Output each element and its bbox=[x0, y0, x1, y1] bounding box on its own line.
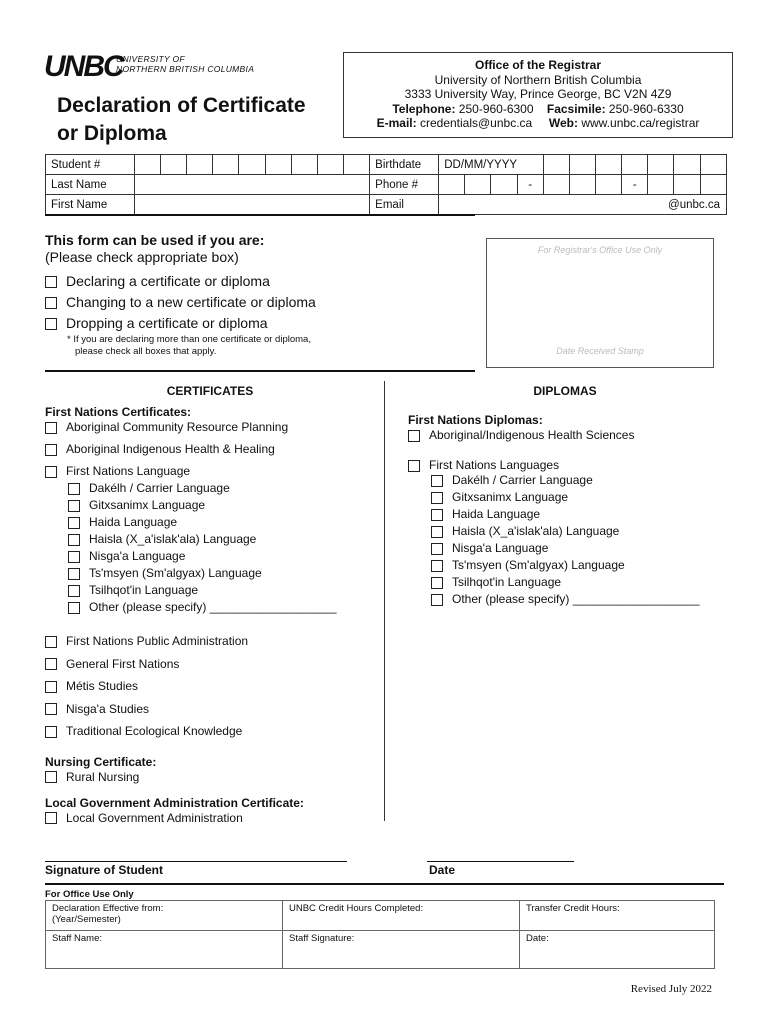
diplomas-list bbox=[408, 413, 700, 608]
dipl-language-option[interactable] bbox=[431, 489, 700, 506]
student-no-label: Student # bbox=[46, 155, 135, 175]
checkbox[interactable] bbox=[431, 509, 443, 521]
usage-note-1: * If you are declaring more than one certificate or diploma, bbox=[67, 334, 311, 345]
usage-section bbox=[45, 232, 316, 358]
option-declaring[interactable] bbox=[45, 271, 316, 292]
certificates-list bbox=[45, 405, 337, 827]
signature-label: Signature of Student bbox=[45, 863, 163, 877]
item-label: Haida Language bbox=[89, 515, 178, 529]
checkbox[interactable] bbox=[45, 466, 57, 478]
cert-lga[interactable] bbox=[45, 810, 337, 827]
item-label: Aboriginal/Indigenous Health Sciences bbox=[429, 428, 635, 442]
cert-language-option[interactable] bbox=[68, 548, 337, 565]
checkbox[interactable] bbox=[431, 594, 443, 606]
cert-language-option[interactable] bbox=[68, 582, 337, 599]
item-label: General First Nations bbox=[66, 656, 180, 671]
first-name-label: First Name bbox=[46, 195, 135, 215]
divider bbox=[45, 883, 724, 885]
dipl-language-other[interactable] bbox=[431, 591, 700, 608]
cert-language-option[interactable] bbox=[68, 514, 337, 531]
item-label: Ts'msyen (Sm'algyax) Language bbox=[89, 566, 262, 580]
phone-cell[interactable] bbox=[674, 175, 700, 195]
item-label: Dakélh / Carrier Language bbox=[89, 481, 230, 495]
student-no-cell[interactable] bbox=[161, 155, 187, 175]
cert-fnpa[interactable] bbox=[45, 630, 337, 653]
logo-line2: NORTHERN BRITISH COLUMBIA bbox=[116, 64, 255, 74]
office-date-cell[interactable] bbox=[520, 931, 715, 969]
registrar-stamp-box bbox=[486, 238, 714, 368]
usage-note-2: please check all boxes that apply. bbox=[75, 346, 217, 357]
last-name-label: Last Name bbox=[46, 175, 135, 195]
option-label: Dropping a certificate or diploma bbox=[66, 315, 268, 331]
item-label: First Nations Public Administration bbox=[66, 634, 249, 648]
phone-cell[interactable] bbox=[569, 175, 595, 195]
cert-gfn[interactable] bbox=[45, 653, 337, 676]
dipl-aihs[interactable] bbox=[408, 427, 700, 444]
tel-label: Telephone: bbox=[392, 101, 456, 116]
revision-note: Revised July 2022 bbox=[630, 983, 712, 995]
checkbox[interactable] bbox=[45, 422, 57, 434]
option-label: Changing to a new certificate or diploma bbox=[66, 294, 316, 310]
usage-subheading: (Please check appropriate box) bbox=[45, 249, 239, 265]
item-label: Tsilhqot'in Language bbox=[89, 583, 199, 597]
checkbox[interactable] bbox=[408, 460, 420, 472]
checkbox[interactable] bbox=[45, 444, 57, 456]
phone-cell[interactable] bbox=[700, 175, 726, 195]
web-label: Web: bbox=[548, 116, 578, 130]
option-label: Declaring a certificate or diploma bbox=[66, 273, 270, 289]
checkbox[interactable] bbox=[45, 658, 57, 670]
phone-separator: - bbox=[622, 175, 648, 195]
office-date-label: Date: bbox=[526, 933, 549, 944]
phone-cell[interactable] bbox=[465, 175, 491, 195]
stamp-top-text: For Registrar's Office Use Only bbox=[537, 245, 663, 255]
student-no-cell[interactable] bbox=[213, 155, 239, 175]
cert-language-option[interactable] bbox=[68, 480, 337, 497]
logo-line1: UNIVERSITY OF bbox=[116, 54, 185, 64]
birthdate-cell[interactable] bbox=[543, 155, 569, 175]
checkbox[interactable] bbox=[68, 551, 80, 563]
birthdate-cell[interactable] bbox=[648, 155, 674, 175]
student-info-grid bbox=[45, 154, 727, 215]
checkbox[interactable] bbox=[68, 602, 80, 614]
staff-name-cell[interactable] bbox=[46, 931, 283, 969]
logo-mark: UNBC bbox=[44, 50, 123, 83]
item-label: Haida Language bbox=[452, 507, 541, 521]
dipl-language-option[interactable] bbox=[431, 506, 700, 523]
staff-name-label: Staff Name: bbox=[52, 933, 102, 944]
item-label: Haisla (X_a'islak'ala) Language bbox=[89, 532, 257, 546]
unbc-logo bbox=[44, 50, 255, 83]
divider bbox=[45, 370, 475, 372]
divider bbox=[45, 214, 475, 216]
item-label: Other (please specify) ___________________ bbox=[452, 592, 700, 606]
email-value: credentials@unbc.ca bbox=[419, 116, 533, 130]
phone-cell[interactable] bbox=[648, 175, 674, 195]
student-no-cell[interactable] bbox=[187, 155, 213, 175]
student-no-cell[interactable] bbox=[291, 155, 317, 175]
stamp-bottom-text: Date Received Stamp bbox=[556, 346, 644, 356]
checkbox[interactable] bbox=[68, 483, 80, 495]
staff-signature-label: Staff Signature: bbox=[289, 933, 355, 944]
checkbox[interactable] bbox=[431, 475, 443, 487]
student-no-cell[interactable] bbox=[344, 155, 370, 175]
signature-line[interactable] bbox=[45, 861, 347, 862]
fax-label: Facsimile: bbox=[546, 101, 606, 116]
office-heading: Office of the Registrar bbox=[474, 58, 602, 72]
student-no-cell[interactable] bbox=[239, 155, 265, 175]
checkbox[interactable] bbox=[431, 543, 443, 555]
page-title bbox=[57, 92, 347, 148]
effective-sublabel: (Year/Semester) bbox=[52, 914, 121, 925]
option-dropping[interactable] bbox=[45, 313, 316, 334]
date-line[interactable] bbox=[427, 861, 574, 862]
student-no-cell[interactable] bbox=[134, 155, 160, 175]
item-label: Haisla (X_a'islak'ala) Language bbox=[452, 524, 620, 538]
cert-language-other[interactable] bbox=[68, 599, 337, 616]
checkbox[interactable] bbox=[68, 568, 80, 580]
effective-cell[interactable] bbox=[46, 901, 283, 931]
item-label: Traditional Ecological Knowledge bbox=[66, 724, 243, 738]
dipl-language-option[interactable] bbox=[431, 472, 700, 489]
item-label: Métis Studies bbox=[66, 679, 139, 693]
phone-separator: - bbox=[517, 175, 543, 195]
item-label: Gitxsanimx Language bbox=[89, 498, 206, 512]
cert-tek[interactable] bbox=[45, 720, 337, 743]
item-label: Other (please specify) ___________________ bbox=[89, 600, 337, 614]
item-label: Nisga'a Studies bbox=[66, 701, 150, 716]
office-name: University of Northern British Columbia bbox=[434, 72, 642, 87]
certificates-heading: CERTIFICATES bbox=[166, 384, 254, 398]
item-label: Nisga'a Language bbox=[452, 541, 549, 555]
checkbox[interactable] bbox=[45, 703, 57, 715]
logo-text bbox=[116, 54, 254, 74]
phone-cell[interactable] bbox=[491, 175, 517, 195]
birthdate-cell[interactable] bbox=[674, 155, 700, 175]
cert-language-option[interactable] bbox=[68, 531, 337, 548]
transfer-label: Transfer Credit Hours: bbox=[526, 903, 620, 914]
checkbox[interactable] bbox=[45, 636, 57, 648]
item-label: Aboriginal Indigenous Health & Healing bbox=[66, 442, 275, 456]
web-value: www.unbc.ca/registrar bbox=[581, 116, 700, 130]
option-changing[interactable] bbox=[45, 292, 316, 313]
birthdate-cell[interactable] bbox=[569, 155, 595, 175]
diplomas-heading: DIPLOMAS bbox=[533, 384, 597, 398]
phone-cell[interactable] bbox=[439, 175, 465, 195]
checkbox[interactable] bbox=[431, 526, 443, 538]
checkbox[interactable] bbox=[45, 812, 57, 824]
birthdate-cell[interactable] bbox=[596, 155, 622, 175]
dipl-language-option[interactable] bbox=[431, 574, 700, 591]
phone-label: Phone # bbox=[370, 175, 439, 195]
lga-heading: Local Government Administration Certificate: bbox=[45, 795, 304, 810]
checkbox[interactable] bbox=[408, 430, 420, 442]
registrar-info-box bbox=[343, 52, 733, 138]
phone-cell[interactable] bbox=[543, 175, 569, 195]
office-use-heading: For Office Use Only bbox=[45, 889, 134, 900]
staff-signature-cell[interactable] bbox=[283, 931, 520, 969]
credit-hours-label: UNBC Credit Hours Completed: bbox=[289, 903, 424, 914]
item-label: First Nations Language bbox=[66, 464, 191, 478]
checkbox[interactable] bbox=[68, 500, 80, 512]
email-field[interactable] bbox=[439, 195, 727, 215]
birthdate-cell[interactable] bbox=[700, 155, 726, 175]
item-label: Gitxsanimx Language bbox=[452, 490, 569, 504]
checkbox[interactable] bbox=[68, 585, 80, 597]
cert-aihh[interactable] bbox=[45, 441, 337, 458]
item-label: Aboriginal Community Resource Planning bbox=[66, 420, 289, 434]
checkbox[interactable] bbox=[68, 517, 80, 529]
cert-nisgaa[interactable] bbox=[45, 698, 337, 721]
usage-heading: This form can be used if you are: bbox=[45, 232, 265, 248]
cert-rural-nursing[interactable] bbox=[45, 769, 337, 786]
fax-value: 250-960-6330 bbox=[608, 101, 684, 116]
first-name-field[interactable] bbox=[134, 195, 369, 215]
birthdate-label: Birthdate bbox=[370, 155, 439, 175]
item-label: Dakélh / Carrier Language bbox=[452, 473, 593, 487]
item-label: Ts'msyen (Sm'algyax) Language bbox=[452, 558, 625, 572]
item-label: Tsilhqot'in Language bbox=[452, 575, 562, 589]
checkbox[interactable] bbox=[45, 681, 57, 693]
item-label: First Nations Languages bbox=[429, 458, 560, 472]
checkbox[interactable] bbox=[45, 318, 57, 330]
dipl-language-option[interactable] bbox=[431, 523, 700, 540]
tel-value: 250-960-6300 bbox=[458, 101, 534, 116]
cert-language-option[interactable] bbox=[68, 497, 337, 514]
checkbox[interactable] bbox=[431, 492, 443, 504]
birthdate-cell[interactable] bbox=[622, 155, 648, 175]
cert-language-option[interactable] bbox=[68, 565, 337, 582]
effective-label: Declaration Effective from: bbox=[52, 903, 164, 914]
date-label: Date bbox=[429, 863, 456, 877]
phone-cell[interactable] bbox=[596, 175, 622, 195]
email-label: E-mail: bbox=[376, 116, 417, 130]
fn-diplomas-heading: First Nations Diplomas: bbox=[408, 413, 543, 427]
checkbox[interactable] bbox=[45, 771, 57, 783]
checkbox[interactable] bbox=[45, 276, 57, 288]
cert-metis[interactable] bbox=[45, 675, 337, 698]
student-no-cell[interactable] bbox=[317, 155, 343, 175]
last-name-field[interactable] bbox=[134, 175, 369, 195]
column-divider bbox=[384, 381, 385, 821]
title-line1: Declaration of Certificate bbox=[57, 94, 306, 117]
email-label: Email bbox=[370, 195, 439, 215]
transfer-cell[interactable] bbox=[520, 901, 715, 931]
item-label: Local Government Administration bbox=[66, 810, 243, 825]
fn-certificates-heading: First Nations Certificates: bbox=[45, 405, 192, 419]
student-no-cell[interactable] bbox=[265, 155, 291, 175]
birthdate-field[interactable]: DD/MM/YYYY bbox=[439, 155, 544, 175]
dipl-language-option[interactable] bbox=[431, 540, 700, 557]
title-line2: or Diploma bbox=[57, 122, 167, 145]
office-use-table bbox=[45, 900, 715, 969]
credit-hours-cell[interactable] bbox=[283, 901, 520, 931]
email-suffix: @unbc.ca bbox=[668, 198, 720, 211]
checkbox[interactable] bbox=[431, 560, 443, 572]
checkbox[interactable] bbox=[45, 297, 57, 309]
cert-fnl[interactable] bbox=[45, 463, 337, 480]
item-label: Rural Nursing bbox=[66, 769, 140, 784]
checkbox[interactable] bbox=[68, 534, 80, 546]
dipl-language-option[interactable] bbox=[431, 557, 700, 574]
nursing-heading: Nursing Certificate: bbox=[45, 754, 157, 769]
checkbox[interactable] bbox=[431, 577, 443, 589]
office-address: 3333 University Way, Prince George, BC V2N 4Z9 bbox=[404, 87, 672, 101]
checkbox[interactable] bbox=[45, 726, 57, 738]
cert-acrp[interactable] bbox=[45, 419, 337, 436]
item-label: Nisga'a Language bbox=[89, 549, 186, 563]
